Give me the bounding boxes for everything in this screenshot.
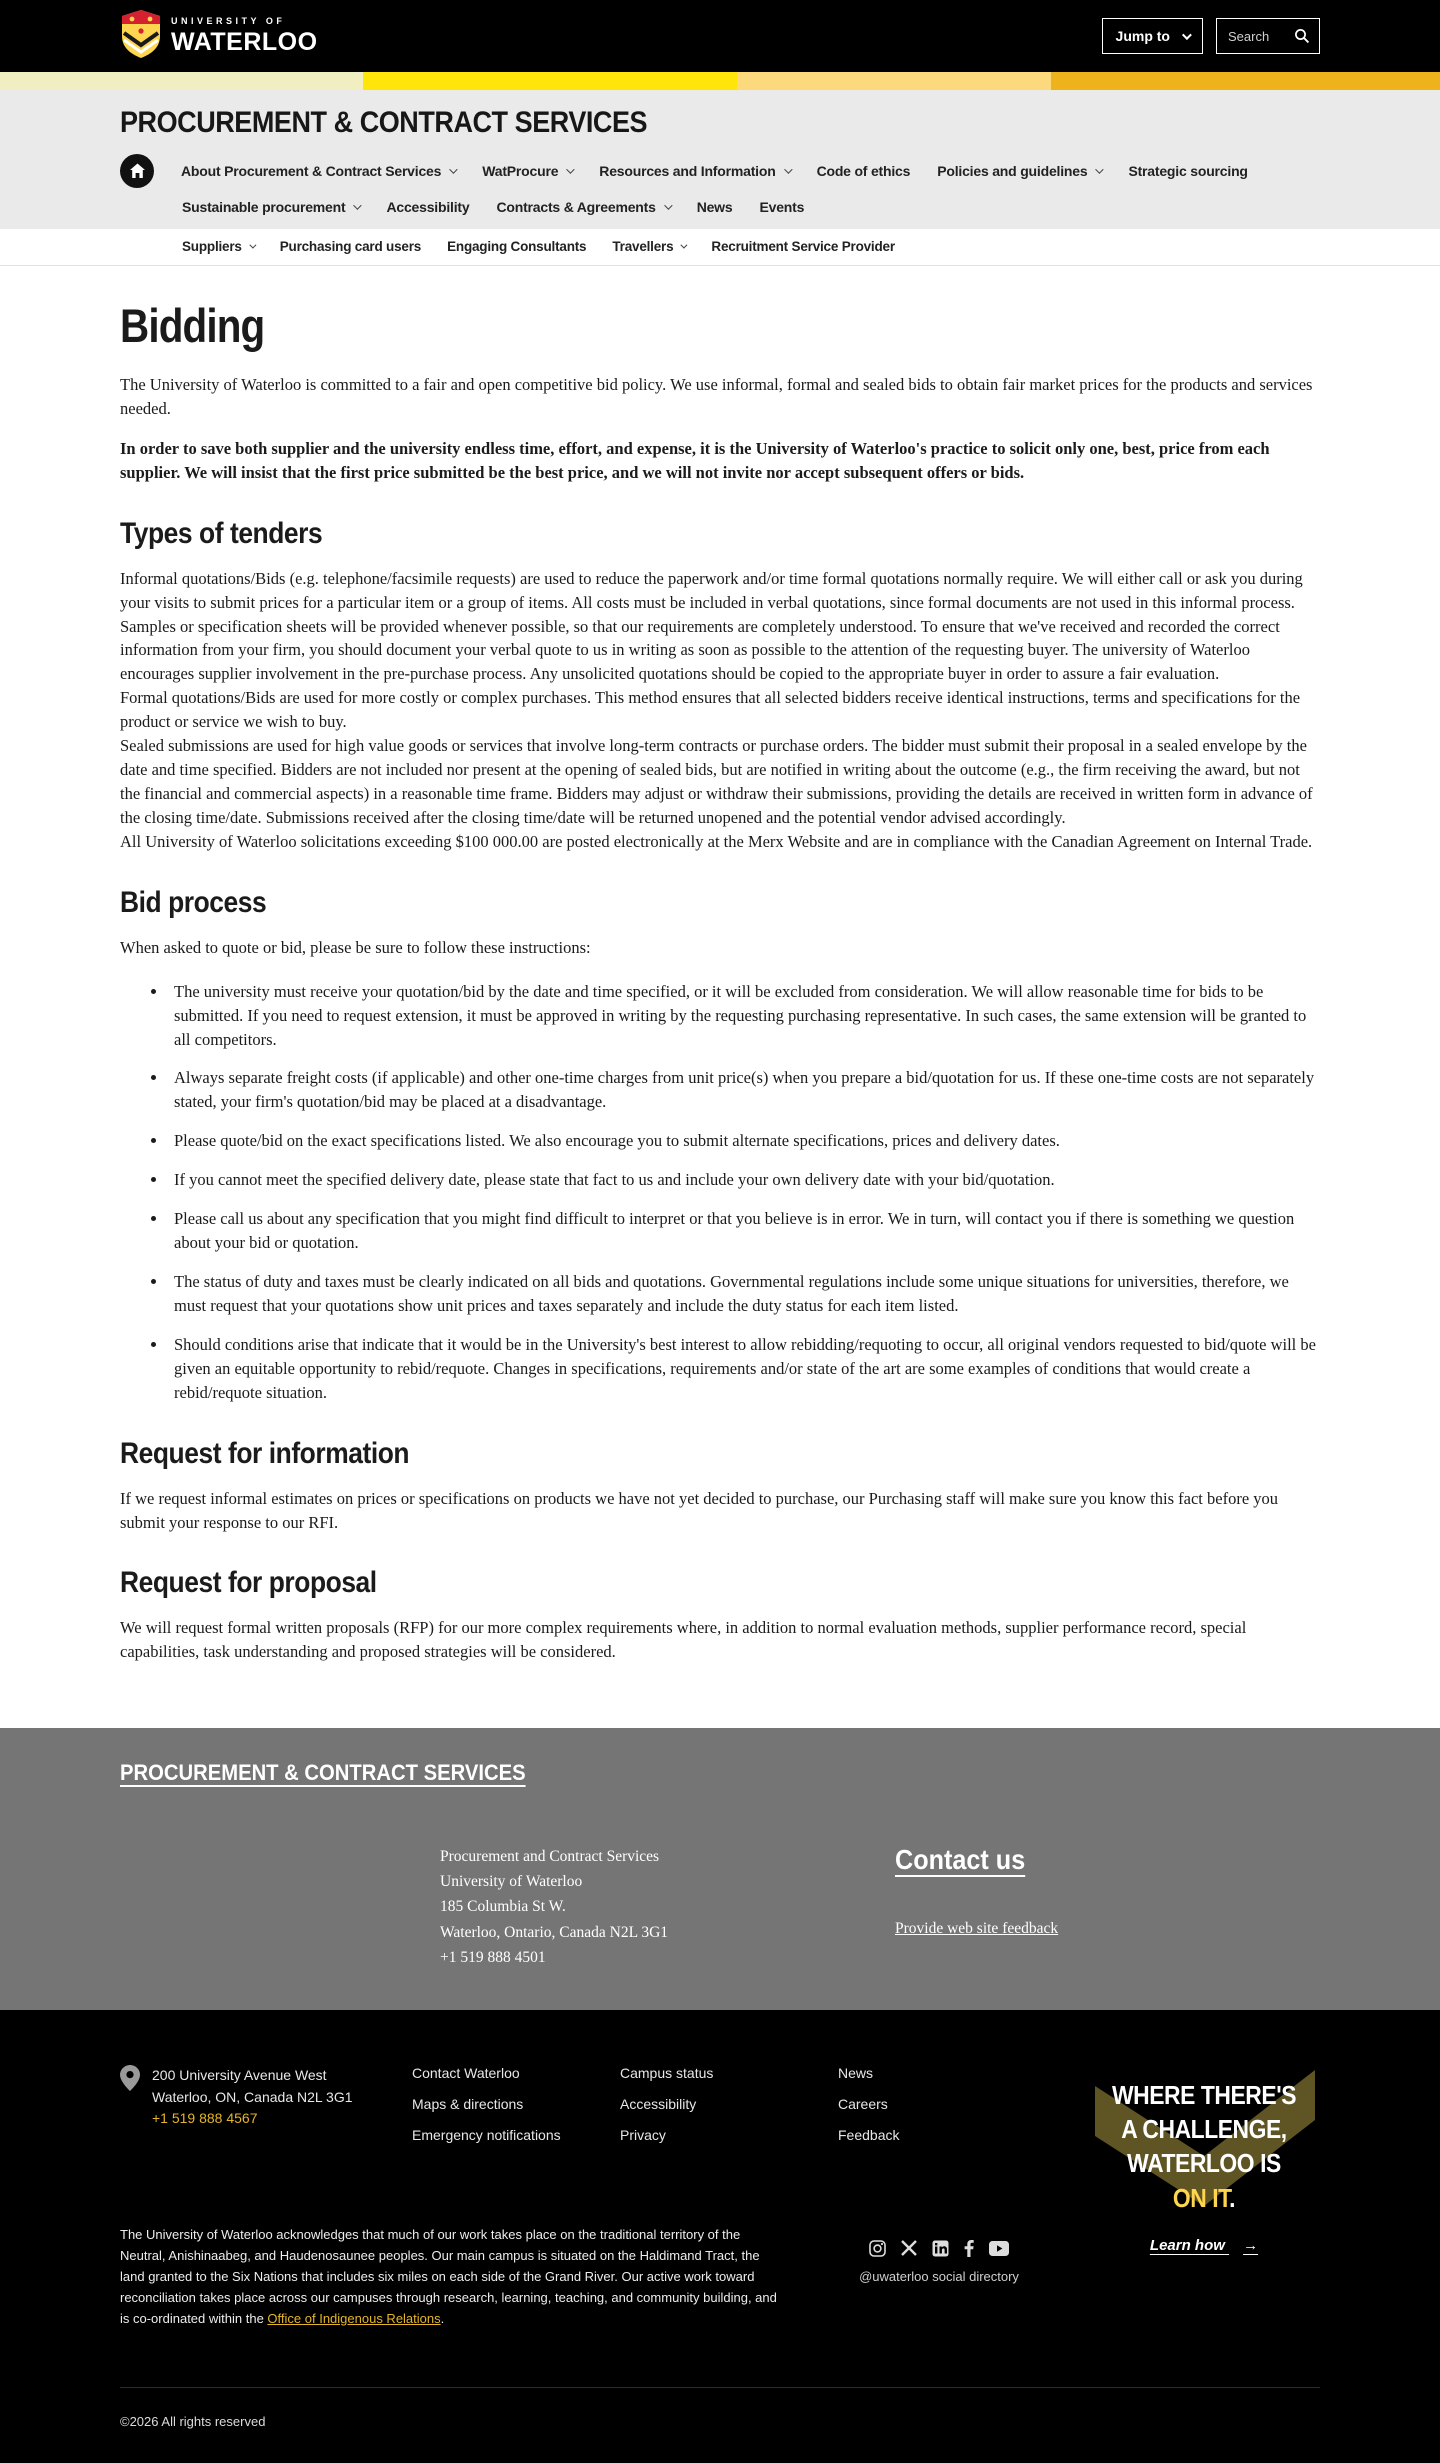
global-footer bbox=[0, 2010, 1440, 2463]
nav-item-label: Resources and Information bbox=[599, 163, 776, 179]
chevron-down-icon bbox=[1096, 165, 1104, 173]
footer-link-news[interactable]: News bbox=[838, 2064, 874, 2081]
footer-link-contact-waterloo[interactable]: Contact Waterloo bbox=[412, 2064, 520, 2081]
intro-paragraph: The University of Waterloo is committed to a fair and open competitive bid policy. We use informal, formal and sealed bids to obtain fair market prices for the products and services needed. bbox=[120, 375, 1313, 418]
chevron-down-icon bbox=[354, 201, 362, 209]
nav-item-label: Code of ethics bbox=[816, 163, 911, 179]
department-footer-title-link[interactable]: PROCUREMENT & CONTRACT SERVICES bbox=[120, 1760, 526, 1786]
footer-link-column bbox=[838, 2065, 1046, 2158]
request-for-information-paragraph: If we request informal estimates on prices or specifications on products we have not yet decided to purchase, our Purchasing staff will make sure you know this fact before you submit your response to our RFI. bbox=[120, 1488, 1279, 1532]
request-for-proposal-paragraph: We will request formal written proposals (RFP) for our more complex requirements where, in addition to normal evaluation methods, supplier performance record, special capabilities, task understanding and proposed strategies will be considered. bbox=[120, 1618, 1247, 1662]
audience-subnav bbox=[0, 229, 1440, 266]
chevron-down-icon bbox=[784, 165, 792, 173]
department-address-line: Procurement and Contract Services bbox=[440, 1848, 660, 1866]
bid-instructions-list bbox=[120, 980, 1320, 1405]
website-feedback-link[interactable]: Provide web site feedback bbox=[895, 1920, 1059, 1938]
solicitations-paragraph: All University of Waterloo solicitations exceeding $100 000.00 are posted electronically at the Merx Website and are in compliance with the Canadian Agreement on Internal Trade. bbox=[120, 831, 1313, 851]
land-acknowledgement-text: The University of Waterloo acknowledges that much of our work takes place on the traditional territory of the Neutral, Anishinaabeg, and Haudenosaunee peoples. Our main campus is situated on the Haldimand Tract, the land granted to the Six Nations that includes six miles on each side of the Grand River. Our active work toward reconciliation takes place across our campuses through research, learning, teaching, and community building, and is co-ordinated within the bbox=[120, 2226, 777, 2326]
campus-address-line: 200 University Avenue West bbox=[152, 2066, 327, 2083]
chevron-down-icon bbox=[566, 165, 574, 173]
nav-item-label: WatProcure bbox=[482, 163, 559, 179]
bid-instruction: • The status of duty and taxes must be clearly indicated on all bids and quotations. Governmental regulations include some unique situations for universities, therefore, we must request that your quotations show unit prices and taxes separately and include the duty status for each item listed. bbox=[168, 1270, 1320, 1318]
stripe-segment bbox=[363, 72, 737, 90]
office-of-indigenous-relations-link[interactable]: Office of Indigenous Relations bbox=[267, 2311, 441, 2326]
types-of-tenders-body bbox=[120, 567, 1320, 854]
nav-item-contracts[interactable] bbox=[496, 199, 669, 215]
youtube-icon[interactable] bbox=[989, 2241, 1009, 2256]
search-input[interactable] bbox=[1226, 28, 1288, 45]
intro-bold-paragraph: In order to save both supplier and the university endless time, effort, and expense, it is the University of Waterloo's practice to solicit only one, best, price from each supplier. We will insist that the first price submitted be the best price, and we will not invite nor accept subsequent offers or bids. bbox=[120, 438, 1270, 482]
department-footer-spacer bbox=[120, 1844, 440, 1970]
campus-phone-link[interactable]: +1 519 888 4567 bbox=[152, 2110, 258, 2127]
primary-nav bbox=[120, 154, 1320, 188]
main-content bbox=[0, 266, 1440, 1710]
footer-link-feedback[interactable]: Feedback bbox=[838, 2126, 900, 2143]
subnav-item-label: Travellers bbox=[612, 239, 674, 254]
footer-link-accessibility[interactable]: Accessibility bbox=[620, 2095, 697, 2112]
home-icon[interactable] bbox=[120, 154, 154, 188]
department-address-line: University of Waterloo bbox=[440, 1873, 583, 1891]
page-title: Bidding bbox=[120, 299, 265, 352]
stripe-segment bbox=[0, 72, 363, 90]
subnav-item-label: Recruitment Service Provider bbox=[711, 239, 895, 254]
campaign-banner bbox=[1083, 2028, 1325, 2283]
bid-process-heading: Bid process bbox=[120, 885, 267, 919]
land-acknowledgement bbox=[120, 2224, 782, 2329]
request-for-proposal-heading: Request for proposal bbox=[120, 1566, 377, 1600]
logo-text-large: WATERLOO bbox=[171, 28, 318, 56]
subnav-item-suppliers[interactable] bbox=[182, 239, 254, 254]
learn-how-link[interactable] bbox=[1083, 2237, 1325, 2254]
types-of-tenders-heading: Types of tenders bbox=[120, 516, 323, 550]
campus-address bbox=[120, 2065, 412, 2158]
campaign-slogan bbox=[1098, 2028, 1311, 2215]
chevron-down-icon bbox=[249, 242, 256, 249]
subnav-item-travellers[interactable] bbox=[612, 239, 685, 254]
subnav-item-label: Purchasing card users bbox=[279, 239, 422, 254]
land-acknowledgement-period: . bbox=[440, 2311, 445, 2326]
department-address-line: 185 Columbia St W. bbox=[440, 1898, 566, 1916]
nav-item-label: News bbox=[696, 199, 733, 215]
top-bar bbox=[0, 0, 1440, 72]
department-address bbox=[440, 1844, 668, 1970]
nav-item-resources[interactable] bbox=[599, 163, 789, 179]
x-twitter-icon[interactable] bbox=[901, 2240, 917, 2256]
campaign-line: WHERE THERE'S bbox=[1111, 2079, 1297, 2110]
gold-accent-stripe bbox=[0, 72, 1440, 90]
contact-us-link[interactable]: Contact us bbox=[895, 1844, 1026, 1876]
chevron-down-icon bbox=[681, 242, 688, 249]
footer-link-emergency-notifications[interactable]: Emergency notifications bbox=[412, 2126, 561, 2143]
instagram-icon[interactable] bbox=[869, 2240, 886, 2257]
department-footer bbox=[0, 1728, 1440, 2010]
nav-item-label: Accessibility bbox=[386, 199, 470, 215]
nav-item-code-of-ethics[interactable] bbox=[817, 163, 911, 179]
stripe-segment bbox=[1051, 72, 1440, 90]
stripe-segment bbox=[737, 72, 1051, 90]
campaign-period: . bbox=[1229, 2182, 1236, 2213]
bid-instruction: • If you cannot meet the specified delivery date, please state that fact to us and include your own delivery date with your bid/quotation. bbox=[168, 1168, 1320, 1192]
nav-item-label: Contracts & Agreements bbox=[496, 199, 656, 215]
chevron-down-icon bbox=[664, 201, 672, 209]
site-header bbox=[0, 90, 1440, 229]
jump-to-label: Jump to bbox=[1115, 28, 1170, 44]
search-box[interactable] bbox=[1216, 18, 1320, 54]
bid-instruction: • Should conditions arise that indicate that it would be in the University's best interest to allow rebidding/requoting to occur, all original vendors requested to bid/quote will be given an equitable opportunity to rebid/requote. Changes in specifications, requirements and/or state of the art are some examples of conditions that would create a rebid/requote situation. bbox=[168, 1333, 1320, 1405]
campaign-highlight: ON IT bbox=[1172, 2182, 1230, 2213]
bid-instruction: • Always separate freight costs (if applicable) and other one-time charges from unit price(s) when you prepare a bid/quotation for us. If these one-time costs are not separately stated, your firm's quotation/bid may be placed at a disadvantage. bbox=[168, 1066, 1320, 1114]
nav-item-events[interactable] bbox=[759, 199, 804, 215]
nav-item-sustainable[interactable] bbox=[182, 199, 359, 215]
nav-item-news[interactable] bbox=[697, 199, 733, 215]
bid-process-intro: When asked to quote or bid, please be sure to follow these instructions: bbox=[120, 937, 591, 957]
nav-item-label: Sustainable procurement bbox=[182, 199, 346, 215]
copyright-text: ©2026 All rights reserved bbox=[120, 2414, 266, 2430]
nav-item-accessibility[interactable] bbox=[386, 199, 469, 215]
footer-link-maps-directions[interactable]: Maps & directions bbox=[412, 2095, 524, 2112]
bid-instruction: • Please quote/bid on the exact specifications listed. We also encourage you to submit alternate specifications, prices and delivery dates. bbox=[168, 1129, 1320, 1153]
nav-item-watprocure[interactable] bbox=[482, 163, 572, 179]
learn-how-label: Learn how bbox=[1149, 2237, 1225, 2255]
footer-link-privacy[interactable]: Privacy bbox=[620, 2126, 666, 2143]
subnav-item-purchasing-card-users[interactable] bbox=[280, 239, 421, 254]
informal-quotations-paragraph: Informal quotations/Bids (e.g. telephone/facsimile requests) are used to reduce the paperwork and/or time formal quotations normally require. We will either call or ask you during your visits to submit prices for a particular item or a group of items. All costs must be included in verbal quotations, since formal documents are not used in this informal process. Samples or specification sheets will be provided whenever possible, so that our requirements are completely understood. To ensure that we've received and recorded the correct information from your firm, you should document your verbal quote to us in writing as soon as possible to the attention of the requesting buyer. The university of Waterloo encourages supplier involvement in the pre-purchase process. Any unsolicited quotations should be copied to the appropriate buyer in order to assure a fair evaluation. bbox=[120, 568, 1303, 684]
site-title bbox=[120, 106, 647, 140]
nav-item-strategic-sourcing[interactable] bbox=[1128, 163, 1247, 179]
subnav-item-engaging-consultants[interactable] bbox=[447, 239, 586, 254]
footer-link-careers[interactable]: Careers bbox=[838, 2095, 888, 2112]
footer-link-column bbox=[412, 2065, 620, 2158]
nav-item-label: Strategic sourcing bbox=[1128, 163, 1248, 179]
right-arrow-icon: → bbox=[1243, 2237, 1259, 2255]
subnav-item-label: Engaging Consultants bbox=[447, 239, 587, 254]
subnav-item-recruitment-service-provider[interactable] bbox=[711, 239, 894, 254]
subnav-item-label: Suppliers bbox=[182, 239, 242, 254]
footer-link-column bbox=[620, 2065, 838, 2158]
sealed-submissions-paragraph: Sealed submissions are used for high value goods or services that involve long-term contracts or purchase orders. The bidder must submit their proposal in a sealed envelope by the date and time specified. Bidders are not included nor present at the opening of sealed bids, but are notified in writing about the outcome (e.g., the firm receiving the award, but not the financial and commercial aspects) in a reasonable time frame. Bidders may adjust or withdraw their submissions, providing the details are received in written form in advance of the closing time/date. Submissions received after the closing time/date will be returned unopened and the potential vendor advised accordingly. bbox=[120, 736, 1313, 827]
campaign-line: WATERLOO IS bbox=[1127, 2148, 1281, 2179]
linkedin-icon[interactable] bbox=[932, 2240, 949, 2257]
bid-instruction: • The university must receive your quotation/bid by the date and time specified, or it will be excluded from consideration. We will allow reasonable time for bids to be submitted. If you need to request extension, it must be approved in writing by the requesting purchasing representative. In such cases, the same extension will be granted to all competitors. bbox=[168, 980, 1320, 1052]
logo-text-small: UNIVERSITY OF bbox=[171, 16, 286, 26]
campus-address-line: Waterloo, ON, Canada N2L 3G1 bbox=[152, 2088, 353, 2105]
uw-logo[interactable] bbox=[120, 9, 318, 64]
footer-link-campus-status[interactable]: Campus status bbox=[620, 2064, 714, 2081]
social-media-block bbox=[814, 2224, 1064, 2284]
department-address-line: Waterloo, Ontario, Canada N2L 3G1 bbox=[440, 1923, 669, 1941]
jump-to-button[interactable] bbox=[1102, 18, 1203, 54]
nav-item-label: About Procurement & Contract Services bbox=[181, 163, 442, 179]
uw-crest-icon bbox=[120, 9, 162, 64]
campaign-line: A CHALLENGE, bbox=[1121, 2114, 1287, 2145]
bid-instruction: • Please call us about any specification that you might find difficult to interpret or that you believe is in error. We in turn, will contact you if there is something we question about your bid or quotation. bbox=[168, 1207, 1320, 1255]
department-phone: +1 519 888 4501 bbox=[440, 1948, 546, 1966]
formal-quotations-paragraph: Formal quotations/Bids are used for more costly or complex purchases. This method ensures that all selected bidders receive identical instructions, terms and specifications for the product or service we wish to buy. bbox=[120, 688, 1301, 732]
chevron-down-icon bbox=[449, 165, 457, 173]
social-directory-label: @uwaterloo social directory bbox=[859, 2268, 1019, 2284]
request-for-information-heading: Request for information bbox=[120, 1436, 410, 1470]
nav-item-policies[interactable] bbox=[937, 163, 1101, 179]
chevron-down-icon bbox=[1182, 30, 1192, 40]
facebook-icon[interactable] bbox=[964, 2240, 974, 2257]
nav-item-label: Policies and guidelines bbox=[937, 163, 1088, 179]
map-pin-icon bbox=[120, 2065, 140, 2158]
site-title-link[interactable]: PROCUREMENT & CONTRACT SERVICES bbox=[120, 106, 648, 139]
nav-item-label: Events bbox=[759, 199, 805, 215]
nav-item-about[interactable] bbox=[181, 163, 455, 179]
secondary-nav bbox=[182, 199, 1320, 215]
search-icon[interactable] bbox=[1294, 28, 1310, 44]
